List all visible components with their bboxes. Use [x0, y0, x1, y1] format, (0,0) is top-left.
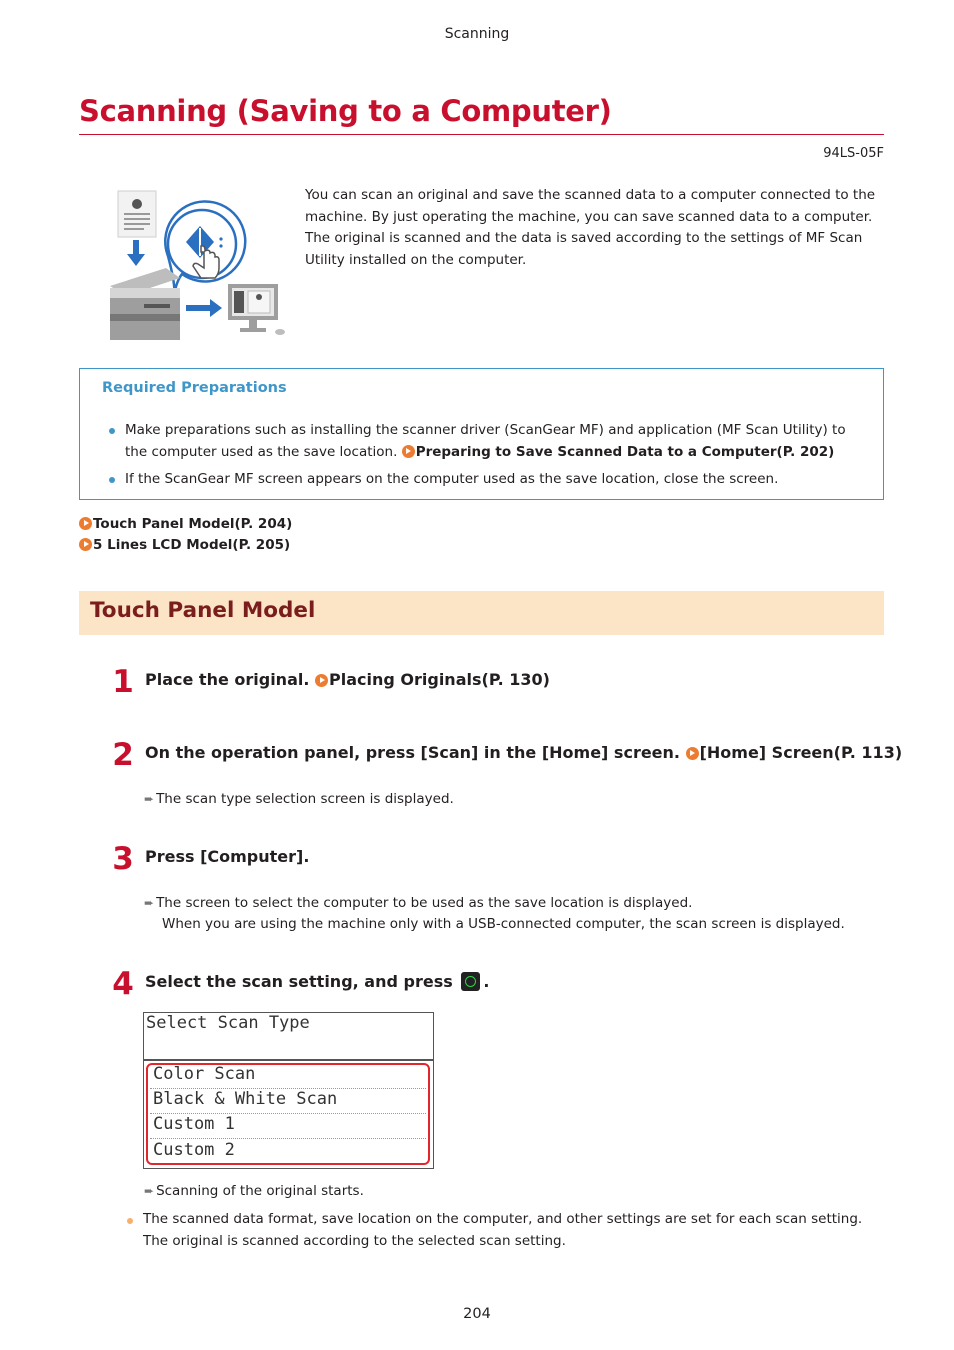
- step-number: 4: [112, 966, 134, 1002]
- monitor-icon: [228, 284, 285, 335]
- home-screen-link-label: [Home] Screen(P. 113): [699, 743, 903, 762]
- document-icon: [118, 191, 156, 237]
- result-arrow-icon: ➨: [144, 792, 155, 806]
- step-result-text: Scanning of the original starts.: [156, 1183, 364, 1199]
- lcd-divider: [143, 1059, 434, 1061]
- lcd-item-custom-2[interactable]: Custom 2: [153, 1140, 235, 1160]
- link-arrow-icon: [79, 517, 92, 530]
- printer-icon: [110, 268, 180, 340]
- step-result: [144, 1181, 364, 1203]
- step-instruction: [145, 743, 902, 762]
- link-arrow-icon: [402, 445, 415, 458]
- link-arrow-icon: [79, 538, 92, 551]
- step-instruction: [145, 670, 550, 689]
- step-number: 2: [112, 737, 134, 773]
- step-result-text: The screen to select the computer to be used as the save location is displayed.: [156, 895, 693, 911]
- step-number: 3: [112, 841, 134, 877]
- step-result: [144, 789, 454, 811]
- section-title: Touch Panel Model: [90, 598, 316, 623]
- step-text: On the operation panel, press [Scan] in the [Home] screen.: [145, 743, 686, 762]
- required-preparations-heading: Required Preparations: [102, 380, 287, 396]
- placing-originals-link-label: Placing Originals(P. 130): [329, 670, 550, 689]
- page-title: Scanning (Saving to a Computer): [79, 94, 612, 128]
- preparation-item: [125, 420, 865, 463]
- lcd-item-color-scan[interactable]: Color Scan: [153, 1064, 256, 1084]
- right-arrow-icon: [186, 299, 222, 317]
- page-number: 204: [463, 1306, 491, 1322]
- step-result: [144, 893, 692, 915]
- step-text: Select the scan setting, and press: [145, 972, 459, 991]
- title-divider: [79, 134, 884, 135]
- step-result-extra: When you are using the machine only with a USB-connected computer, the scan screen is displayed.: [162, 916, 845, 932]
- preparation-item: If the ScanGear MF screen appears on the computer used as the save location, close the screen.: [125, 471, 779, 487]
- toc-link-5-lines-lcd[interactable]: [79, 537, 290, 553]
- link-arrow-icon: [686, 747, 699, 760]
- result-arrow-icon: ➨: [144, 896, 155, 910]
- lcd-item-bw-scan[interactable]: Black & White Scan: [153, 1089, 338, 1109]
- lcd-screen-title: Select Scan Type: [146, 1013, 310, 1033]
- step-text-end: .: [483, 972, 490, 991]
- preparing-to-save-link[interactable]: [402, 444, 835, 460]
- note-bullet-icon: [127, 1218, 133, 1224]
- step-instruction: [145, 972, 489, 991]
- note-item: The scanned data format, save location on the computer, and other settings are set for each scan setting. The original is scanned according to the selected scan setting.: [143, 1211, 863, 1249]
- document-code: 94LS-05F: [823, 146, 884, 161]
- step-number: 1: [112, 664, 134, 700]
- running-header: Scanning: [444, 26, 510, 42]
- placing-originals-link[interactable]: [315, 670, 550, 689]
- lcd-item-separator: [150, 1138, 426, 1139]
- home-screen-link[interactable]: [686, 743, 903, 762]
- link-arrow-icon: [315, 674, 328, 687]
- down-arrow-icon: [127, 240, 145, 266]
- bullet-icon: [109, 477, 115, 483]
- bullet-icon: [109, 428, 115, 434]
- step-instruction: Press [Computer].: [145, 847, 310, 866]
- toc-link-touch-panel[interactable]: [79, 516, 292, 532]
- toc-link-label: Touch Panel Model(P. 204): [93, 516, 293, 532]
- start-key-icon: [461, 972, 480, 991]
- step-text: Place the original.: [145, 670, 315, 689]
- lcd-item-custom-1[interactable]: Custom 1: [153, 1114, 235, 1134]
- preparing-to-save-link-label: Preparing to Save Scanned Data to a Computer(P. 202): [415, 443, 835, 460]
- result-arrow-icon: ➨: [144, 1184, 155, 1198]
- step-result-text: The scan type selection screen is displayed.: [156, 791, 454, 807]
- scan-to-computer-illustration: [104, 186, 288, 342]
- preparation-item-text: Make preparations such as installing the scanner driver (ScanGear MF) and application (MF Scan Utility) to the computer used as the save location.: [125, 422, 846, 460]
- toc-link-label: 5 Lines LCD Model(P. 205): [93, 537, 291, 553]
- intro-paragraph: You can scan an original and save the scanned data to a computer connected to the machine. By just operating the machine, you can save scanned data to a computer. The original is scanned and the data is saved according to the settings of MF Scan Utility installed on the computer.: [305, 187, 876, 268]
